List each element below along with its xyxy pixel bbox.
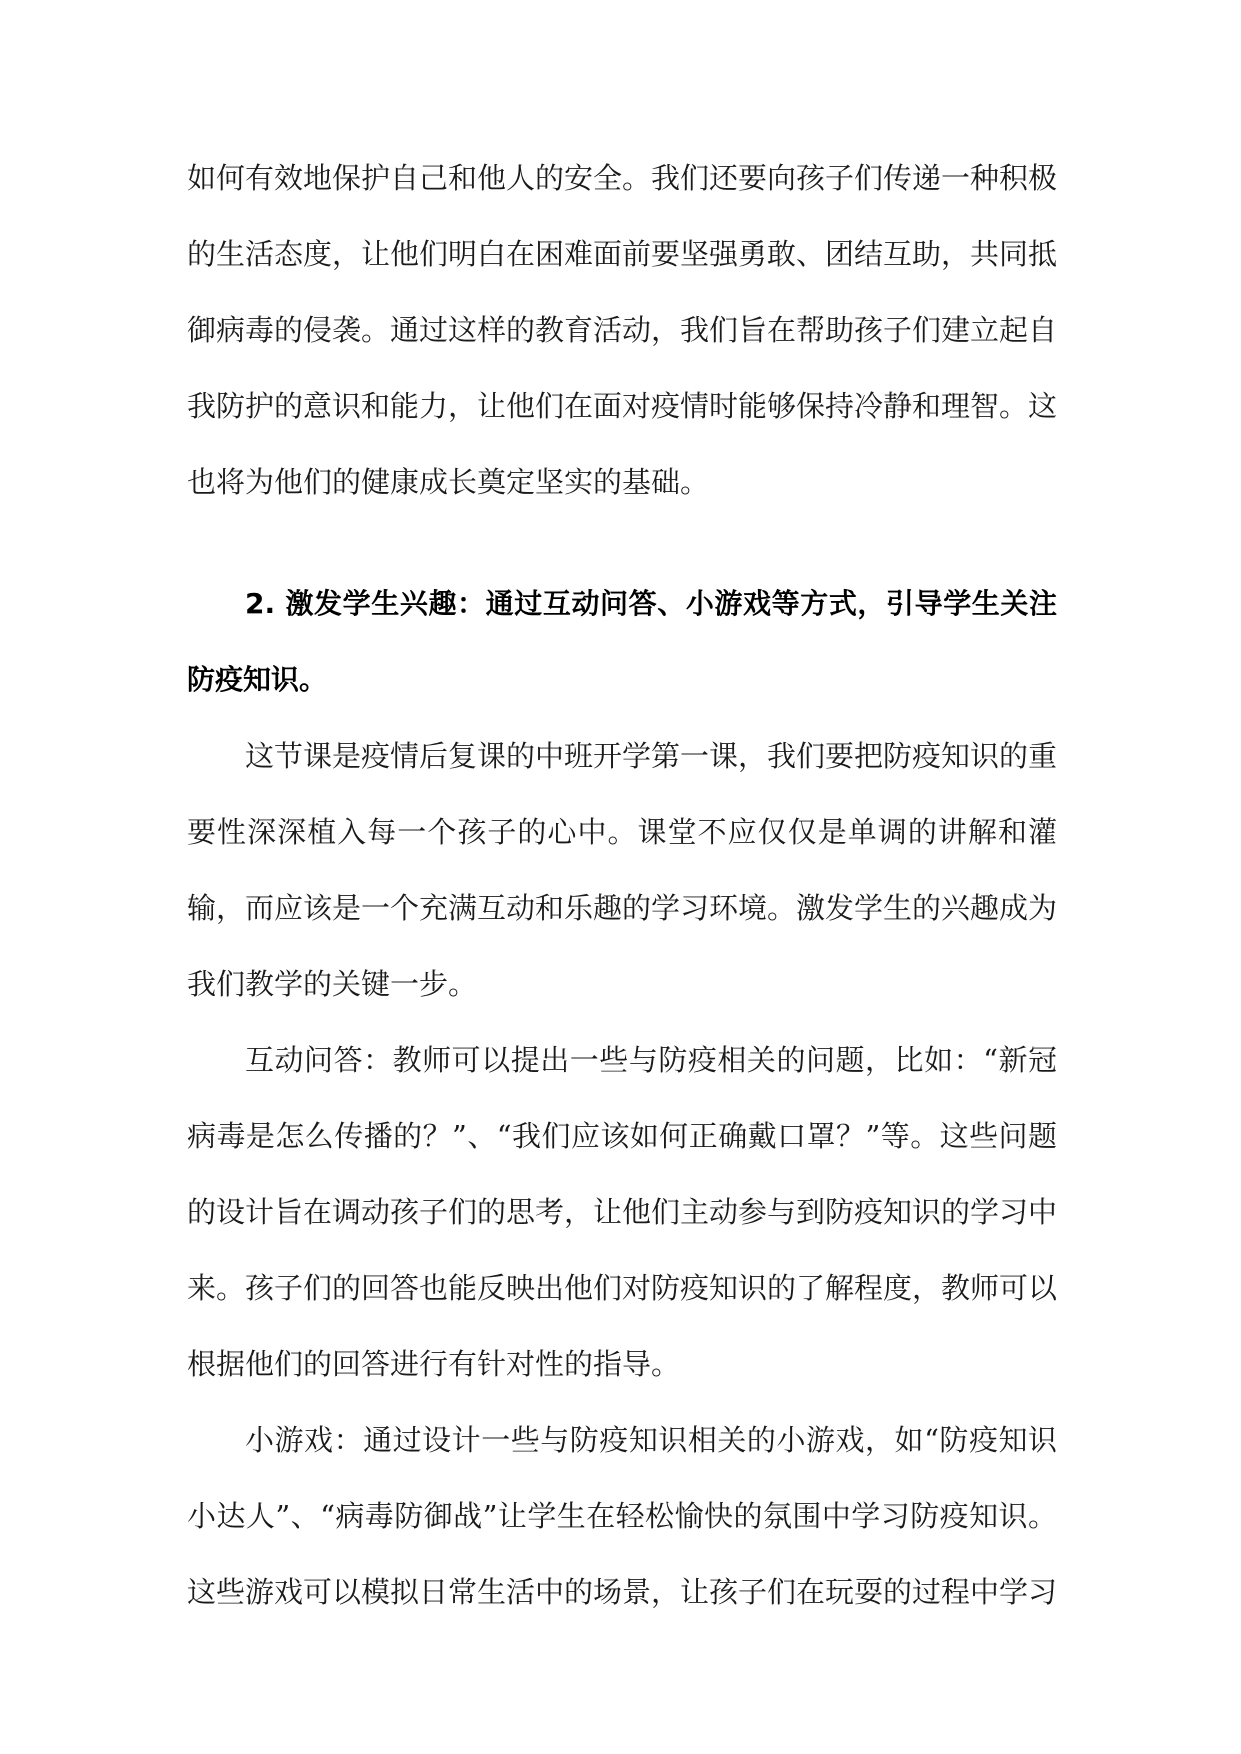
section-heading: 2. 激发学生兴趣：通过互动问答、小游戏等方式，引导学生关注防疫知识。 <box>187 587 1057 696</box>
document-body <box>187 140 1057 1630</box>
continued-paragraph: 如何有效地保护自己和他人的安全。我们还要向孩子们传递一种积极的生活态度，让他们明白在困难面前要坚强勇敢、团结互助，共同抵御病毒的侵袭。通过这样的教育活动，我们旨在帮助孩子们建立起自我防护的意识和能力，让他们在面对疫情时能够保持冷静和理智。这也将为他们的健康成长奠定坚实的基础。 <box>187 161 1058 499</box>
body-paragraph-intro: 这节课是疫情后复课的中班开学第一课，我们要把防疫知识的重要性深深植入每一个孩子的心中。课堂不应仅仅是单调的讲解和灌输，而应该是一个充满互动和乐趣的学习环境。激发学生的兴趣成为我们教学的关键一步。 <box>187 739 1058 1001</box>
body-paragraph-games: 小游戏：通过设计一些与防疫知识相关的小游戏，如“防疫知识小达人”、“病毒防御战”让学生在轻松愉快的氛围中学习防疫知识。这些游戏可以模拟日常生活中的场景，让孩子们在玩耍的过程中学习 <box>187 1423 1058 1609</box>
body-paragraph-qa: 互动问答：教师可以提出一些与防疫相关的问题，比如：“新冠病毒是怎么传播的？”、“我们应该如何正确戴口罩？”等。这些问题的设计旨在调动孩子们的思考，让他们主动参与到防疫知识的学习中来。孩子们的回答也能反映出他们对防疫知识的了解程度，教师可以根据他们的回答进行有针对性的指导。 <box>187 1043 1058 1381</box>
